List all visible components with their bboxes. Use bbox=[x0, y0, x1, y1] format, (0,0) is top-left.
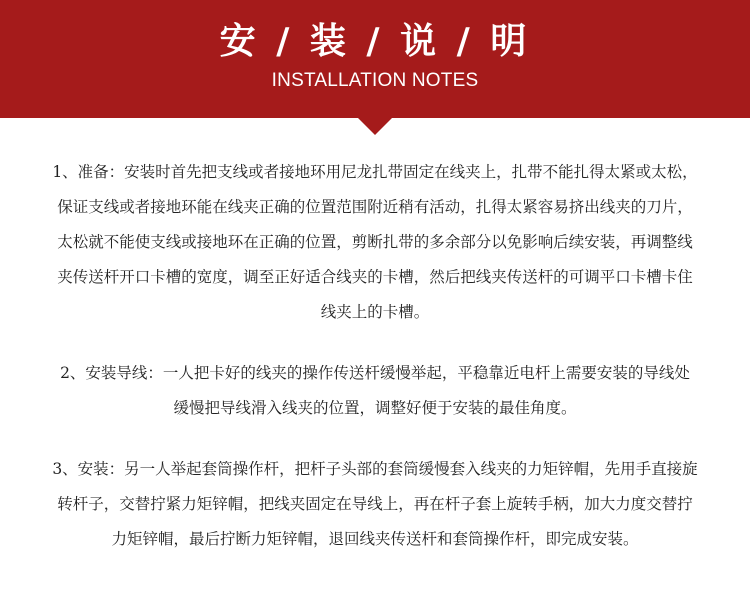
text-line: 1、准备：安装时首先把支线或者接地环用尼龙扎带固定在线夹上，扎带不能扎得太紧或太松， bbox=[52, 163, 698, 181]
text-line: 太松就不能使支线或接地环在正确的位置，剪断扎带的多余部分以免影响后续安装，再调整线 bbox=[57, 233, 693, 251]
instruction-paragraph-3 bbox=[0, 452, 750, 557]
text-line: 2、安装导线：一人把卡好的线夹的操作传送杆缓慢举起，平稳靠近电杆上需要安装的导线处 bbox=[60, 364, 690, 382]
text-line: 缓慢把导线滑入线夹的位置，调整好便于安装的最佳角度。 bbox=[173, 399, 577, 417]
instruction-paragraph-2 bbox=[0, 356, 750, 426]
text-line: 转杆子，交替拧紧力矩锌帽，把线夹固定在导线上，再在杆子套上旋转手柄，加大力度交替拧 bbox=[57, 495, 693, 513]
page-title: 安 / 装 / 说 / 明 bbox=[219, 21, 531, 62]
instruction-paragraph-1 bbox=[0, 155, 750, 330]
header-banner bbox=[0, 0, 750, 118]
text-line: 保证支线或者接地环能在线夹正确的位置范围附近稍有活动，扎得太紧容易挤出线夹的刀片， bbox=[57, 198, 693, 216]
instructions-body bbox=[0, 155, 750, 583]
text-line: 线夹上的卡槽。 bbox=[320, 303, 430, 321]
banner-pointer bbox=[357, 117, 393, 135]
page-subtitle: INSTALLATION NOTES bbox=[271, 70, 479, 91]
text-line: 夹传送杆开口卡槽的宽度，调至正好适合线夹的卡槽，然后把线夹传送杆的可调平口卡槽卡住 bbox=[57, 268, 693, 286]
text-line: 3、安装：另一人举起套筒操作杆，把杆子头部的套筒缓慢套入线夹的力矩锌帽，先用手直接旋 bbox=[52, 460, 698, 478]
text-line: 力矩锌帽，最后拧断力矩锌帽，退回线夹传送杆和套筒操作杆，即完成安装。 bbox=[111, 530, 639, 548]
